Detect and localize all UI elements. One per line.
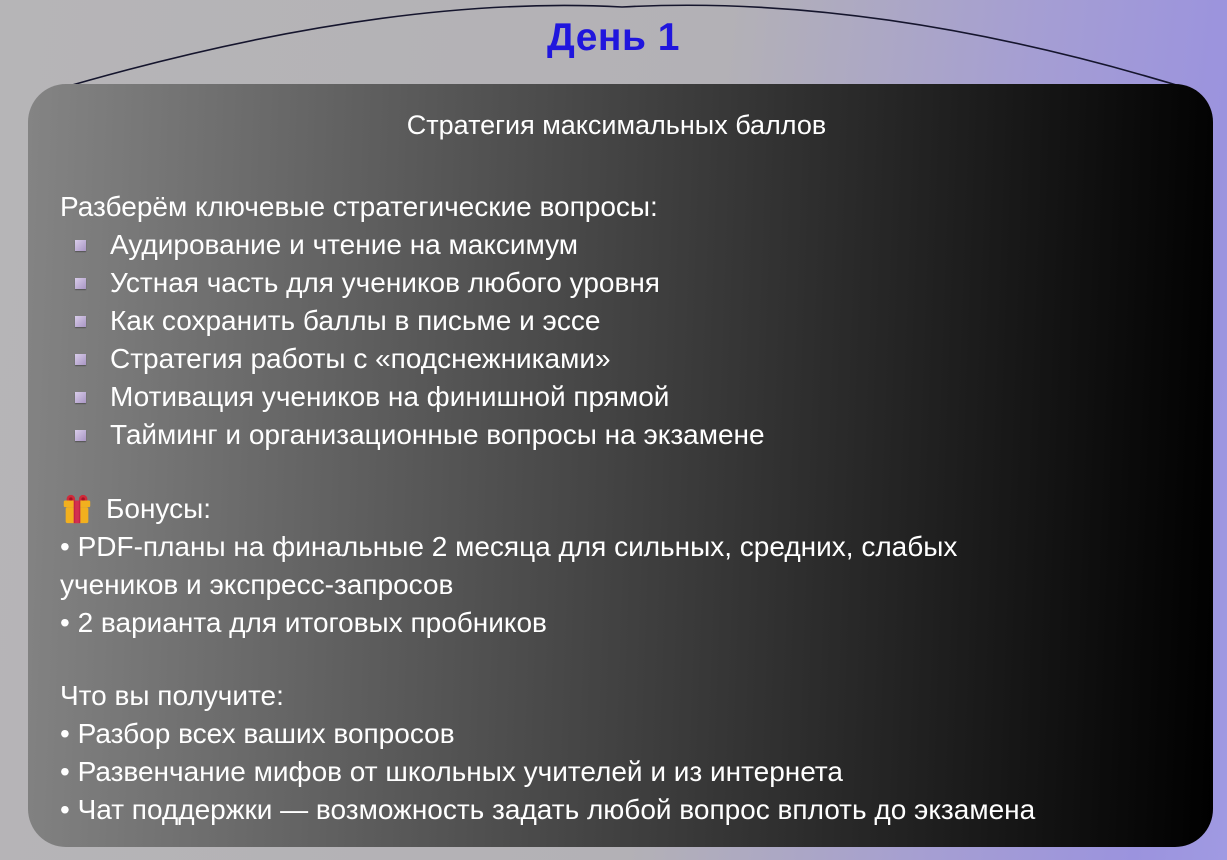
strategy-list <box>60 226 1173 454</box>
square-bullet-icon <box>75 354 86 365</box>
strategy-list-item <box>60 226 1173 264</box>
bonus-item: • 2 варианта для итоговых пробников <box>60 607 547 638</box>
strategy-list-item <box>60 416 1173 454</box>
strategy-item-label: Устная часть для учеников любого уровня <box>110 267 660 298</box>
bonus-item: • PDF-планы на финальные 2 месяца для сильных, средних, слабых учеников и экспресс-запросов <box>60 531 958 600</box>
strategy-item-label: Аудирование и чтение на максимум <box>110 229 579 260</box>
square-bullet-icon <box>75 430 86 441</box>
strategy-item-label: Как сохранить баллы в письме и эссе <box>110 305 601 336</box>
slide-panel <box>28 84 1213 847</box>
day-title: День 1 <box>546 16 680 59</box>
slide-title: Стратегия максимальных баллов <box>406 110 827 140</box>
square-bullet-icon <box>75 278 86 289</box>
bonus-heading <box>60 490 1173 528</box>
strategy-item-label: Стратегия работы с «подснежниками» <box>110 343 611 374</box>
strategy-list-item <box>60 340 1173 378</box>
benefit-item: • Чат поддержки — возможность задать любой вопрос вплоть до экзамена <box>60 794 1036 825</box>
square-bullet-icon <box>75 316 86 327</box>
strategy-item-label: Мотивация учеников на финишной прямой <box>110 381 670 412</box>
gift-icon <box>60 492 94 526</box>
benefit-item: • Разбор всех ваших вопросов <box>60 718 455 749</box>
bonus-heading-label: Бонусы: <box>106 493 211 524</box>
strategy-list-item <box>60 264 1173 302</box>
intro-text: Разберём ключевые стратегические вопросы: <box>60 191 658 222</box>
strategy-item-label: Тайминг и организационные вопросы на экзамене <box>110 419 765 450</box>
benefits-heading: Что вы получите: <box>60 680 284 711</box>
square-bullet-icon <box>75 240 86 251</box>
square-bullet-icon <box>75 392 86 403</box>
strategy-list-item <box>60 302 1173 340</box>
strategy-list-item <box>60 378 1173 416</box>
benefit-item: • Развенчание мифов от школьных учителей и из интернета <box>60 756 843 787</box>
